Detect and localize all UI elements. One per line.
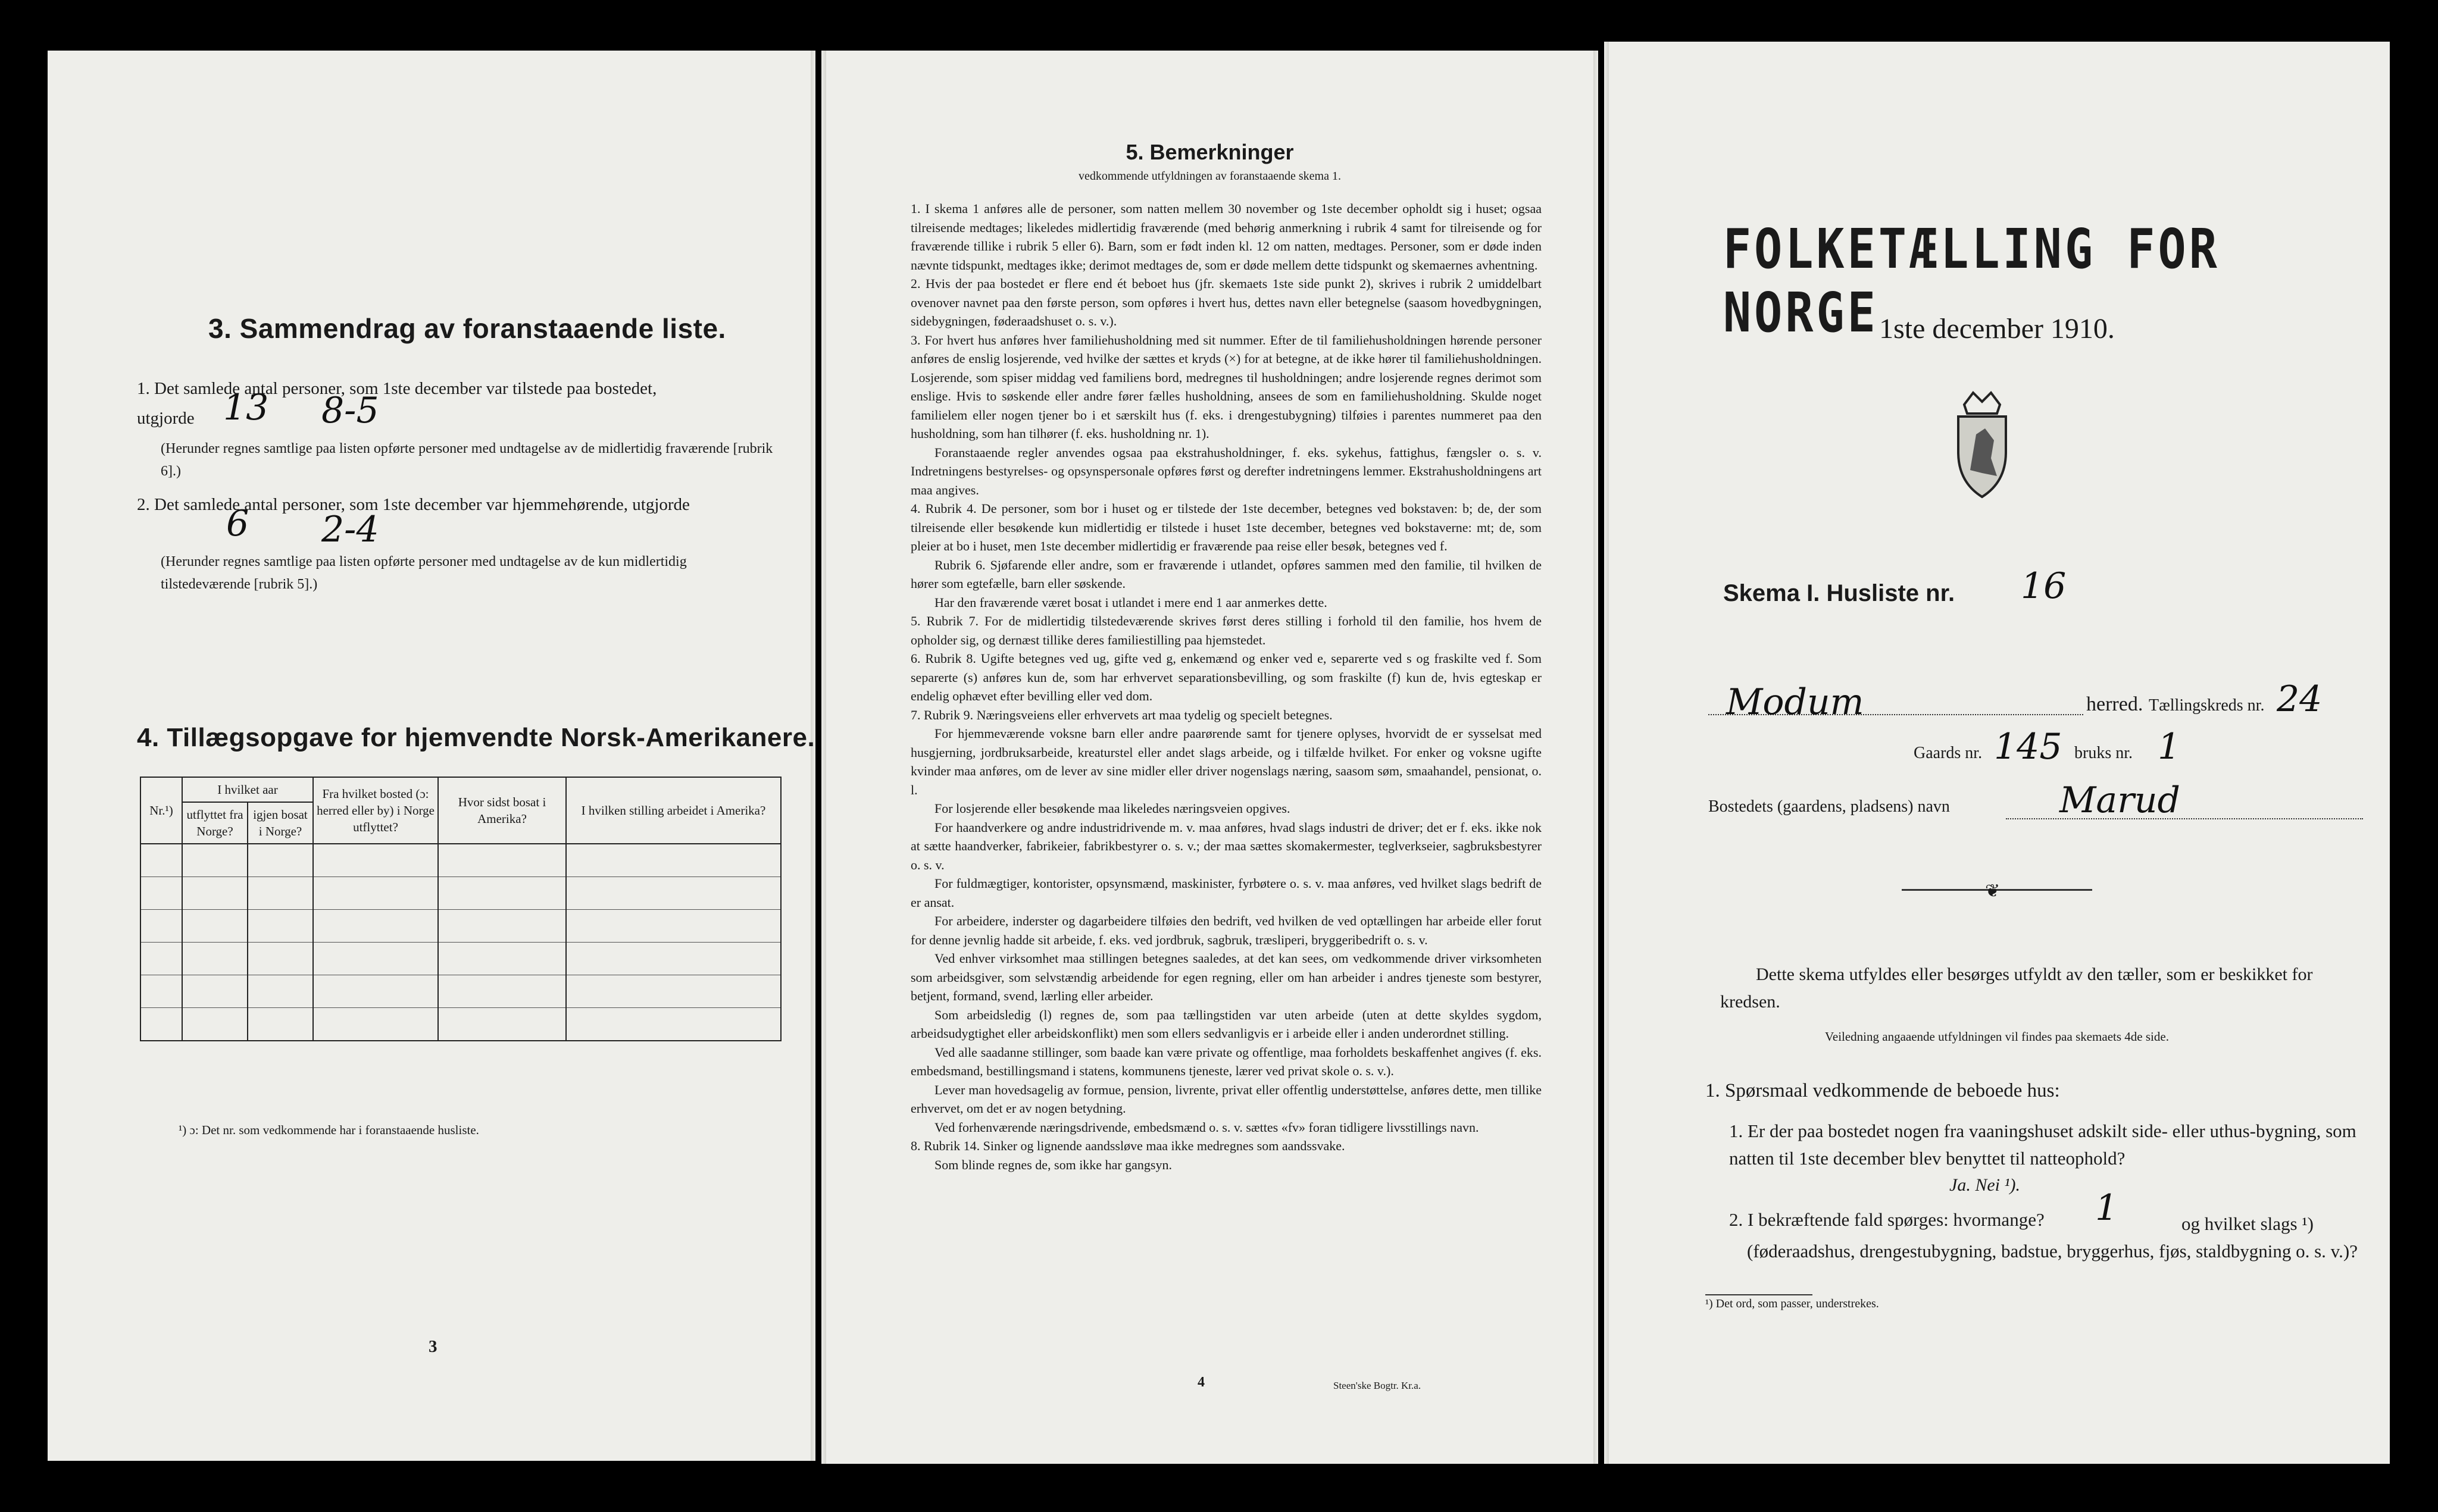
col-fra: Fra hvilket bosted (ɔ: herred eller by) i Norge utflyttet? <box>313 777 438 844</box>
col-igjen: igjen bosat i Norge? <box>248 802 313 844</box>
question-2-rest: og hvilket slags ¹) (føderaadshus, drengestubygning, badstue, bryggerhus, fjøs, staldbygning o. s. v.)? <box>1747 1213 2358 1261</box>
coat-of-arms-icon <box>1943 387 2021 500</box>
kreds-label: Tællingskreds nr. <box>2149 696 2265 715</box>
table-row <box>140 910 781 943</box>
remarks-subtitle: vedkommende utfyldningen av foranstaaende skema 1. <box>1079 170 1341 183</box>
norsk-amerikanere-table <box>140 777 782 1041</box>
bosted-value: Marud <box>2059 780 2180 821</box>
herred-value: Modum <box>1726 681 1864 723</box>
remark-paragraph: For haandverkere og andre industridrivende m. v. maa anføres, hvad slags industri de driver; det er f. eks. ikke nok at sætte haandverker, fabrikeier, fabrikbestyrer o. s. v.; der maa sættes skomakermester, teglverkseier, sagbruksbestyrer o. s. v. <box>911 819 1542 872</box>
remark-paragraph: For losjerende eller besøkende maa likeledes næringsveien opgives. <box>934 801 1290 816</box>
page-left <box>48 51 815 1461</box>
remark-paragraph: 3. For hvert hus anføres hver familiehusholdning med sit nummer. Efter de til familiehusholdningen hørende personer anføres de enslig losjerende, ved hvilke der sættes et kryds (×) for at betegne, at de ikke hører til familiehusholdningen. Losjerende, som spiser middag ved familiens bord, medregnes til husholdningen; andre losjerende regnes derimot som enslige. Hvis to søskende eller andre fører fælles husholdning, ansees de som en familiehusholdning. Skulde noget familielem eller nogen tjener bo i et særskilt hus (f. eks. i drengestubygning) tilføies i parentes nummeret paa den husholdning, som han tilhører (f. eks. husholdning nr. 1). <box>911 332 1542 441</box>
item1-note: (Herunder regnes samtlige paa listen opførte personer med undtagelse av de midlertidig fraværende [rubrik 6].) <box>161 441 773 479</box>
col-hvor: Hvor sidst bosat i Amerika? <box>438 777 566 844</box>
question-1: 1. Er der paa bostedet nogen fra vaaningshuset adskilt side- eller uthus-bygning, som natten til 1ste december blev benyttet til natteophold? <box>1729 1120 2356 1169</box>
herred-label: herred. <box>2086 693 2143 715</box>
page-number: 3 <box>429 1337 437 1356</box>
remarks-body <box>911 199 1542 1174</box>
remark-paragraph: Ved alle saadanne stillinger, som baade kan være private og offentlige, maa forholdets beskaffenhet angives (f. eks. embedsmand, bestillingsmand i statens, kommunens tjeneste, lærer ved privat skole o. s. v.). <box>911 1044 1542 1078</box>
section4-title: 4. Tillægsopgave for hjemvendte Norsk-Amerikanere. <box>137 723 815 752</box>
item1-utgjorde: utgjorde <box>137 409 195 428</box>
bosted-label: Bostedets (gaardens, pladsens) navn <box>1708 797 1950 816</box>
printer-mark: Steen'ske Bogtr. Kr.a. <box>1333 1380 1421 1391</box>
questions-header: 1. Spørsmaal vedkommende de beboede hus: <box>1705 1080 2060 1101</box>
remark-paragraph: For hjemmeværende voksne barn eller andre paarørende samt for tjenere oplyses, hvorvidt de er sysselsat med husgjerning, jordbruksarbeide, kreaturstel eller andet slags arbeide, og i tilfælde hvilket. For enker og voksne ugifte kvinder maa anføres, om de lever av sine midler eller driver nogenslags næring, saasom søm, smaahandel, pensionat, o. l. <box>911 726 1542 797</box>
remark-paragraph: 5. Rubrik 7. For de midlertidig tilstedeværende skrives først deres stilling i forhold til den familie, hos hvem de opholder sig, og dernæst tillike deres familiestilling paa hjemstedet. <box>911 613 1542 647</box>
item1-line: 1. Det samlede antal personer, som 1ste december var tilstede paa bostedet, <box>137 379 657 398</box>
remark-paragraph: 4. Rubrik 4. De personer, som bor i huset og er tilstede der 1ste december, betegnes ved bokstaven: b; de, der som tilreisende eller besøkende kun midlertidig er tilstede i huset 1ste december, betegnes ved bokstaverne: mt; de, som pleier at bo i huset, men 1ste december midlertidig er fraværende paa reise eller besøk, betegnes ved f. <box>911 501 1542 553</box>
remark-paragraph: Foranstaaende regler anvendes ogsaa paa ekstrahusholdninger, f. eks. sykehus, fattighus, fængsler o. s. v. Indretningens bestyrelses- og opsynspersonale opføres først og derefter indretningens lemmer. Ekstrahusholdningens art maa angives. <box>911 444 1542 497</box>
item2-line: 2. Det samlede antal personer, som 1ste december var hjemmehørende, utgjorde <box>137 495 690 514</box>
item2-value1: 6 <box>226 503 249 544</box>
ornament-icon: ❦ <box>1985 881 2001 901</box>
gaards-value: 145 <box>1994 726 2062 768</box>
item1-value1: 13 <box>223 387 269 428</box>
question-2-count: 1 <box>2095 1187 2118 1229</box>
question-1-answer: Ja. Nei ¹). <box>1949 1175 2020 1195</box>
item2-note: (Herunder regnes samtlige paa listen opførte personer med undtagelse av de kun midlertidig tilstedeværende [rubrik 5].) <box>161 554 687 592</box>
footnote: ¹) Det ord, som passer, understrekes. <box>1705 1297 1879 1310</box>
question-2: 2. I bekræftende fald spørges: hvormange? <box>1729 1209 2045 1230</box>
table-row <box>140 844 781 877</box>
remark-paragraph: Har den fraværende været bosat i utlandet i mere end 1 aar anmerkes dette. <box>934 594 1327 610</box>
kreds-value: 24 <box>2277 678 2323 720</box>
remark-paragraph: For fuldmægtiger, kontorister, opsynsmænd, maskinister, fyrbøtere o. s. v. maa anføres, ved hvilket slags bedrift de er ansat. <box>911 876 1542 910</box>
col-utflyttet: utflyttet fra Norge? <box>182 802 248 844</box>
schema-label: Skema I. Husliste nr. <box>1723 580 1955 606</box>
table-footnote: ¹) ɔ: Det nr. som vedkommende har i foranstaaende husliste. <box>179 1123 479 1137</box>
remark-paragraph: Ved forhenværende næringsdrivende, embedsmænd o. s. v. sættes «fv» foran tidligere livsstillings navn. <box>934 1119 1479 1135</box>
remark-paragraph: 7. Rubrik 9. Næringsveiens eller erhvervets art maa tydelig og specielt betegnes. <box>911 707 1333 722</box>
col-stilling: I hvilken stilling arbeidet i Amerika? <box>566 777 781 844</box>
col-group: I hvilket aar <box>182 777 313 802</box>
document-title: FOLKETÆLLING FOR NORGE <box>1723 217 2220 345</box>
item2-value2: 2-4 <box>321 509 379 550</box>
remark-paragraph: For arbeidere, inderster og dagarbeidere tilføies den bedrift, ved hvilken de ved optællingen har arbeide eller forut for denne jevnlig hadde sit arbeide, f. eks. ved jordbruk, sagbruk, træsliperi, bryggeribedrift o. s. v. <box>911 913 1542 947</box>
table-row <box>140 1008 781 1041</box>
bruks-value: 1 <box>2158 726 2181 768</box>
page-number: 4 <box>1198 1375 1205 1390</box>
remark-paragraph: Rubrik 6. Sjøfarende eller andre, som er fraværende i utlandet, opføres sammen med den familie, til hvilken de hører som egtefælle, barn eller søskende. <box>911 557 1542 591</box>
page-middle <box>821 51 1598 1464</box>
remark-paragraph: 6. Rubrik 8. Ugifte betegnes ved ug, gifte ved g, enkemænd og enker ved e, separerte ved s og fraskilte ved f. Som separerte (s) anføres kun de, som har erhvervet separationsbevilling, og som fraskilte (f) kun de, hvis egteskap er endelig ophævet efter bevilling eller ved dom. <box>911 651 1542 703</box>
instruction-text: Dette skema utfyldes eller besørges utfyldt av den tæller, som er beskikket for kredsen. <box>1720 965 2313 1012</box>
col-nr: Nr.¹) <box>140 777 182 844</box>
bruks-label: bruks nr. <box>2074 744 2133 762</box>
section3-title: 3. Sammendrag av foranstaaende liste. <box>208 313 726 344</box>
census-date: 1ste december 1910. <box>1879 313 2115 345</box>
gaards-label: Gaards nr. <box>1914 744 1983 762</box>
remark-paragraph: Ved enhver virksomhet maa stillingen betegnes saaledes, at det kan sees, om vedkommende driver virksomheten som arbeidsgiver, som selvstændig arbeidende for egen regning, eller om han arbeider i andres tjeneste som bestyrer, betjent, formand, svend, lærling eller arbeider. <box>911 951 1542 1003</box>
remark-paragraph: Som arbeidsledig (l) regnes de, som paa tællingstiden var uten arbeide (uten at dette skyldes sygdom, arbeidsudygtighet eller arbeidskonflikt) men som ellers sedvanligvis er i arbeide eller i anden underordnet stilling. <box>911 1007 1542 1041</box>
remark-paragraph: 2. Hvis der paa bostedet er flere end ét beboet hus (jfr. skemaets 1ste side punkt 2), skrives i rubrik 2 umiddelbart ovenover navnet paa den første person, som opføres i hvert hus, dettes navn eller betegnelse (saasom hovedbygningen, sidebygningen, føderaadshuset o. s. v.). <box>911 276 1542 328</box>
remark-paragraph: Som blinde regnes de, som ikke har gangsyn. <box>934 1157 1172 1172</box>
remarks-title: 5. Bemerkninger <box>1126 140 1294 164</box>
item1-value2: 8-5 <box>321 390 379 431</box>
husliste-number: 16 <box>2021 565 2067 607</box>
table-row <box>140 877 781 910</box>
remark-paragraph: Lever man hovedsagelig av formue, pension, livrente, privat eller offentlig understøttelse, anføres dette, men tillike erhvervet, om det er av nogen betydning. <box>911 1082 1542 1116</box>
page-right <box>1604 42 2390 1464</box>
table-row <box>140 943 781 975</box>
table-row <box>140 975 781 1008</box>
veiledning-text: Veiledning angaaende utfyldningen vil findes paa skemaets 4de side. <box>1825 1029 2169 1044</box>
remark-paragraph: 8. Rubrik 14. Sinker og lignende aandssløve maa ikke medregnes som aandssvake. <box>911 1138 1345 1153</box>
remark-paragraph: 1. I skema 1 anføres alle de personer, som natten mellem 30 november og 1ste december opholdt sig i huset; ogsaa tilreisende medtages; likeledes midlertidig fraværende (med behørig anmerkning i rubrik 4 samt for tilreisende og for fraværende tillike i rubrik 5 eller 6). Barn, som er født inden kl. 12 om natten, medtages. Personer, som er døde inden nævnte tidspunkt, medtages ikke; derimot medtages de, som er døde mellem dette tidspunkt og skemaernes avhentning. <box>911 201 1542 273</box>
